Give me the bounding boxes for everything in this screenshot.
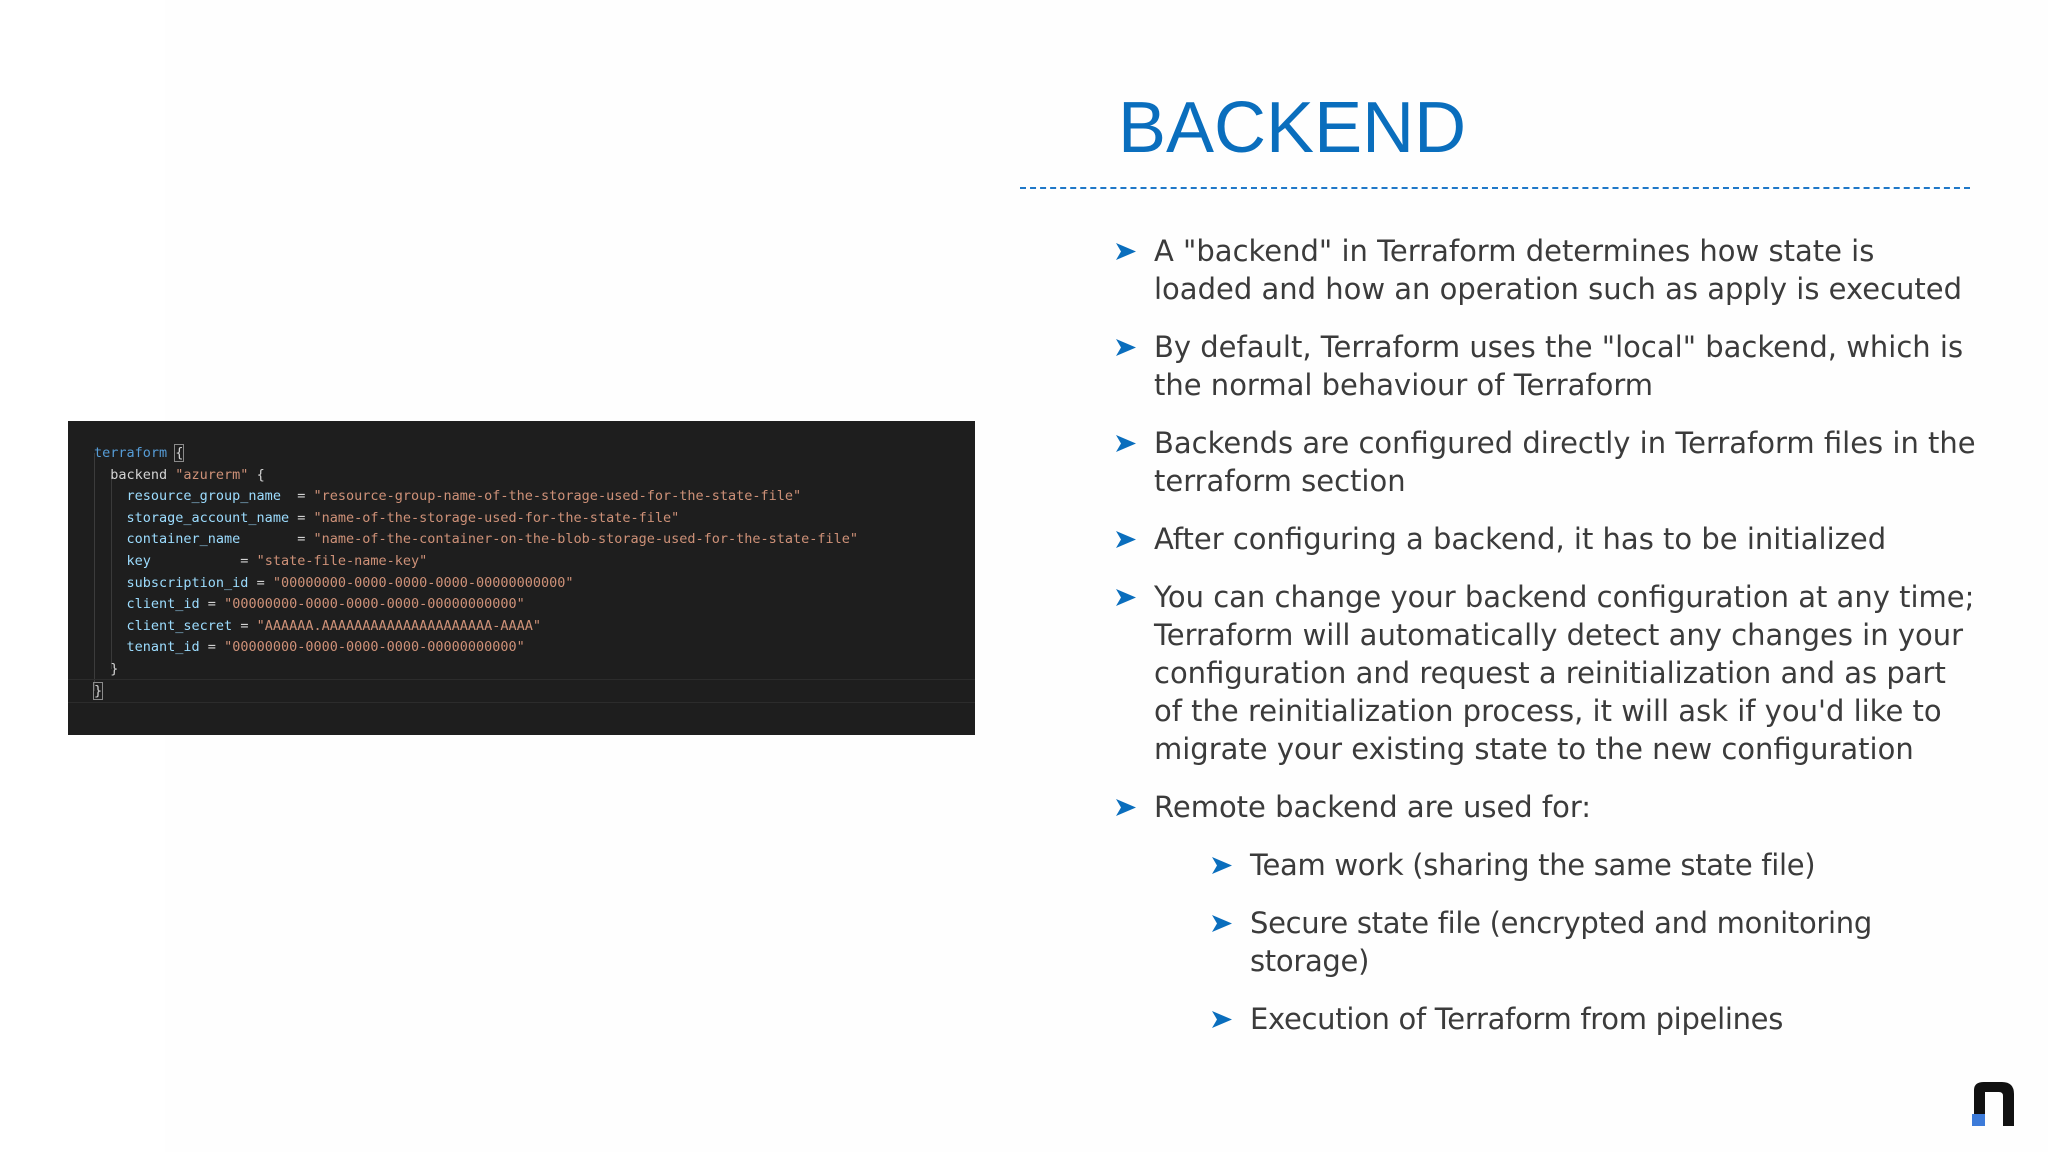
code-line: [94, 486, 858, 508]
code-token: resource_group_name: [126, 488, 281, 505]
arrow-bullet-icon: [1116, 435, 1136, 452]
code-line: [94, 573, 858, 595]
arrow-bullet-icon: [1116, 339, 1136, 356]
code-token: [94, 553, 127, 569]
code-line: [94, 594, 858, 616]
code-token: [94, 488, 127, 504]
code-token: =: [199, 596, 225, 613]
code-token: =: [280, 488, 314, 505]
n-logo-icon: [1970, 1080, 2018, 1126]
bullet-text: Backends are configured directly in Terraform files in the terraform section: [1154, 426, 1976, 498]
bullet-item: [1116, 232, 1976, 308]
code-token: =: [289, 509, 314, 526]
code-token: =: [240, 531, 314, 548]
code-lines: [94, 443, 858, 702]
code-token: tenant_id: [126, 639, 200, 656]
code-token: storage_account_name: [126, 509, 290, 526]
code-token: "name-of-the-container-on-the-blob-storage-used-for-the-state-file": [313, 531, 859, 548]
arrow-bullet-icon: [1212, 857, 1232, 874]
code-line: [94, 616, 858, 638]
arrow-bullet-icon: [1212, 915, 1232, 932]
code-token: }: [94, 660, 119, 677]
code-line: [94, 465, 858, 487]
bullet-text: After configuring a backend, it has to be initialized: [1154, 522, 1887, 556]
bullet-item: [1116, 520, 1976, 558]
arrow-bullet-icon: [1116, 799, 1136, 816]
code-token: "AAAAAA.AAAAAAAAAAAAAAAAAAAAA-AAAA": [256, 617, 542, 634]
sub-bullet-item: [1212, 1000, 1976, 1038]
bullet-text: Team work (sharing the same state file): [1250, 848, 1816, 882]
code-line: [94, 529, 858, 551]
title-divider: [1020, 187, 1970, 189]
code-token: backend: [94, 466, 176, 483]
code-token: [94, 531, 127, 547]
code-token: =: [199, 639, 225, 656]
arrow-bullet-icon: [1116, 243, 1136, 260]
sub-bullet-item: [1212, 904, 1976, 980]
code-token: {: [248, 466, 265, 483]
code-token: "resource-group-name-of-the-storage-used-for-the-state-file": [313, 488, 802, 505]
code-token: =: [248, 574, 273, 591]
arrow-bullet-icon: [1116, 589, 1136, 606]
code-editor-screenshot: [68, 421, 975, 735]
code-token: container_name: [126, 531, 241, 548]
code-token: key: [126, 552, 151, 569]
code-token: }: [94, 682, 103, 699]
code-token: "00000000-0000-0000-0000-00000000000": [224, 639, 525, 656]
bullet-text: You can change your backend configuration at any time; Terraform will automatically detect any changes in your configuration and request a reinitialization and as part of the reinitialization process, it will ask if you'd like to migrate your existing state to the new configuration: [1154, 580, 1975, 766]
code-token: subscription_id: [126, 574, 249, 591]
code-token: =: [150, 552, 257, 569]
code-token: "00000000-0000-0000-0000-00000000000": [272, 574, 574, 591]
code-line: [94, 681, 858, 703]
arrow-bullet-icon: [1212, 1011, 1232, 1028]
code-line: [94, 551, 858, 573]
bullet-item: [1116, 328, 1976, 404]
arrow-bullet-icon: [1116, 531, 1136, 548]
code-token: =: [232, 617, 257, 634]
code-token: "name-of-the-storage-used-for-the-state-file": [313, 509, 680, 526]
code-token: "state-file-name-key": [256, 552, 428, 569]
bullet-text: Execution of Terraform from pipelines: [1250, 1002, 1784, 1036]
code-token: "00000000-0000-0000-0000-00000000000": [224, 596, 525, 613]
code-token: [94, 639, 127, 655]
sub-bullet-item: [1212, 846, 1976, 884]
bullet-text: A "backend" in Terraform determines how state is loaded and how an operation such as apply is executed: [1154, 234, 1963, 306]
code-token: client_secret: [126, 617, 233, 634]
code-token: [94, 618, 127, 634]
bullet-text: By default, Terraform uses the "local" backend, which is the normal behaviour of Terraform: [1154, 330, 1964, 402]
code-token: [94, 596, 127, 612]
bullet-item: [1116, 788, 1976, 826]
code-token: "azurerm": [175, 466, 249, 483]
code-line: [94, 659, 858, 681]
slide-title: BACKEND: [1118, 88, 1467, 168]
code-token: {: [175, 445, 184, 461]
code-token: client_id: [126, 596, 200, 613]
code-line: [94, 637, 858, 659]
bullet-item: [1116, 424, 1976, 500]
bullet-text: Remote backend are used for:: [1154, 790, 1592, 824]
code-line: [94, 508, 858, 530]
code-line: [94, 443, 858, 465]
code-token: [94, 575, 127, 591]
code-token: terraform: [94, 445, 168, 461]
bullet-list: [1116, 232, 1976, 1058]
code-token: [94, 510, 127, 526]
bullet-text: Secure state file (encrypted and monitoring storage): [1250, 906, 1872, 978]
bullet-item: [1116, 578, 1976, 768]
